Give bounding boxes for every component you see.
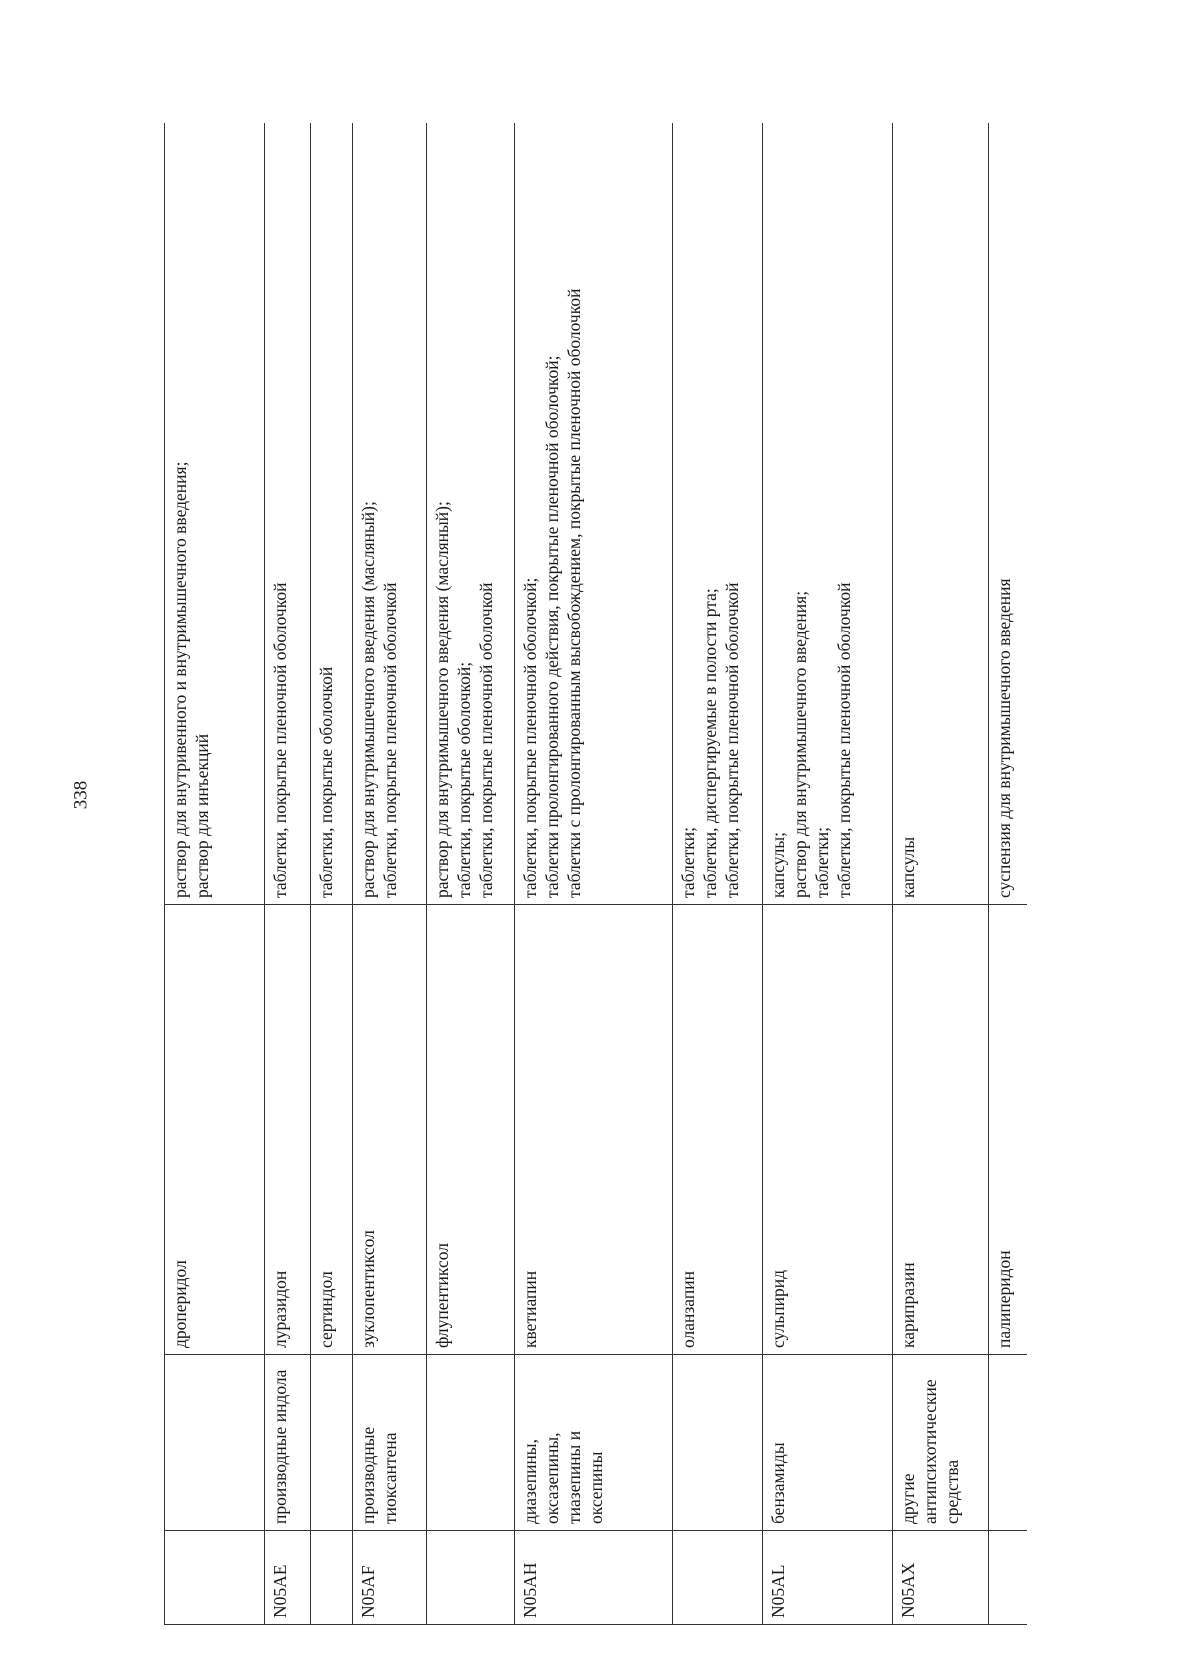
table-row [353,123,427,1625]
group-cell: другие антипсихотические средства [893,1355,989,1531]
table-row [673,123,763,1625]
dosage-form-cell [265,123,311,905]
dosage-form-line: капсулы [898,836,918,898]
dosage-form-line: капсулы; [768,831,788,898]
table-row [763,123,893,1625]
dosage-form-line: таблетки, диспергируемые в полости рта; [700,588,720,898]
dosage-form-line: таблетки, покрытые оболочкой [316,666,336,898]
drug-name-cell: дроперидол [165,905,265,1355]
drug-name-cell: луразидон [265,905,311,1355]
table-row [265,123,311,1625]
atc-code-cell: N05AX [893,1531,989,1625]
drug-name-cell: кветиапин [515,905,673,1355]
atc-code-cell: N05AL [763,1531,893,1625]
dosage-form-line: раствор для внутримышечного введения (масляный); [358,501,378,898]
group-cell: диазепины, оксазепины, тиазепины и оксепины [515,1355,673,1531]
atc-code-cell: N05AH [515,1531,673,1625]
atc-code-cell [673,1531,763,1625]
drug-table-frame [164,123,1027,1625]
dosage-form-line: таблетки пролонгированного действия, покрытые пленочной оболочкой; [542,355,562,898]
table-row [427,123,515,1625]
drug-name-cell: палиперидон [989,905,1028,1355]
dosage-form-line: таблетки; [678,827,698,898]
group-cell [427,1355,515,1531]
atc-code-cell: N05AF [353,1531,427,1625]
dosage-form-line: таблетки, покрытые пленочной оболочкой [270,582,290,898]
atc-code-cell [165,1531,265,1625]
dosage-form-cell [353,123,427,905]
table-row [165,123,265,1625]
dosage-form-cell [673,123,763,905]
group-cell [311,1355,353,1531]
dosage-form-cell [311,123,353,905]
dosage-form-line: таблетки, покрытые пленочной оболочкой [380,582,400,898]
drug-name-cell: сульпирид [763,905,893,1355]
dosage-form-cell [989,123,1028,905]
dosage-form-line: раствор для внутривенного и внутримышечного введения; [170,461,190,898]
dosage-form-cell [515,123,673,905]
group-cell: бензамиды [763,1355,893,1531]
dosage-form-line: раствор для внутримышечного введения; [790,590,810,898]
dosage-form-line: раствор для инъекций [192,733,212,898]
dosage-form-line: таблетки, покрытые пленочной оболочкой [834,582,854,898]
dosage-form-line: таблетки, покрытые пленочной оболочкой; [520,577,540,898]
atc-code-cell [427,1531,515,1625]
table-row [989,123,1028,1625]
group-cell [165,1355,265,1531]
dosage-form-line: таблетки, покрытые пленочной оболочкой [476,582,496,898]
atc-code-cell [989,1531,1028,1625]
drug-name-cell: оланзапин [673,905,763,1355]
drug-name-cell: флупентиксол [427,905,515,1355]
group-cell: производные тиоксантена [353,1355,427,1531]
group-cell [673,1355,763,1531]
dosage-form-cell [893,123,989,905]
dosage-form-line: раствор для внутримышечного введения (масляный); [432,501,452,898]
dosage-form-line: таблетки с пролонгированным высвобождением, покрытые пленочной оболочкой [564,288,584,898]
atc-code-cell: N05AE [265,1531,311,1625]
drug-table-rotated [164,123,1027,1625]
table-row [515,123,673,1625]
dosage-form-line: таблетки, покрытые оболочкой; [454,661,474,898]
page-number-text: 338 [70,780,91,810]
table-row [311,123,353,1625]
dosage-form-cell [427,123,515,905]
atc-code-cell [311,1531,353,1625]
dosage-form-line: суспензия для внутримышечного введения [994,578,1014,898]
group-cell [989,1355,1028,1531]
page-number [72,775,90,815]
drug-name-cell: карипразин [893,905,989,1355]
dosage-form-line: таблетки, покрытые пленочной оболочкой [722,582,742,898]
drug-name-cell: зуклопентиксол [353,905,427,1355]
dosage-form-cell [165,123,265,905]
dosage-form-cell [763,123,893,905]
dosage-form-line: таблетки; [812,827,832,898]
table-row [893,123,989,1625]
drug-table [164,123,1027,1625]
group-cell: производные индола [265,1355,311,1531]
drug-name-cell: сертиндол [311,905,353,1355]
